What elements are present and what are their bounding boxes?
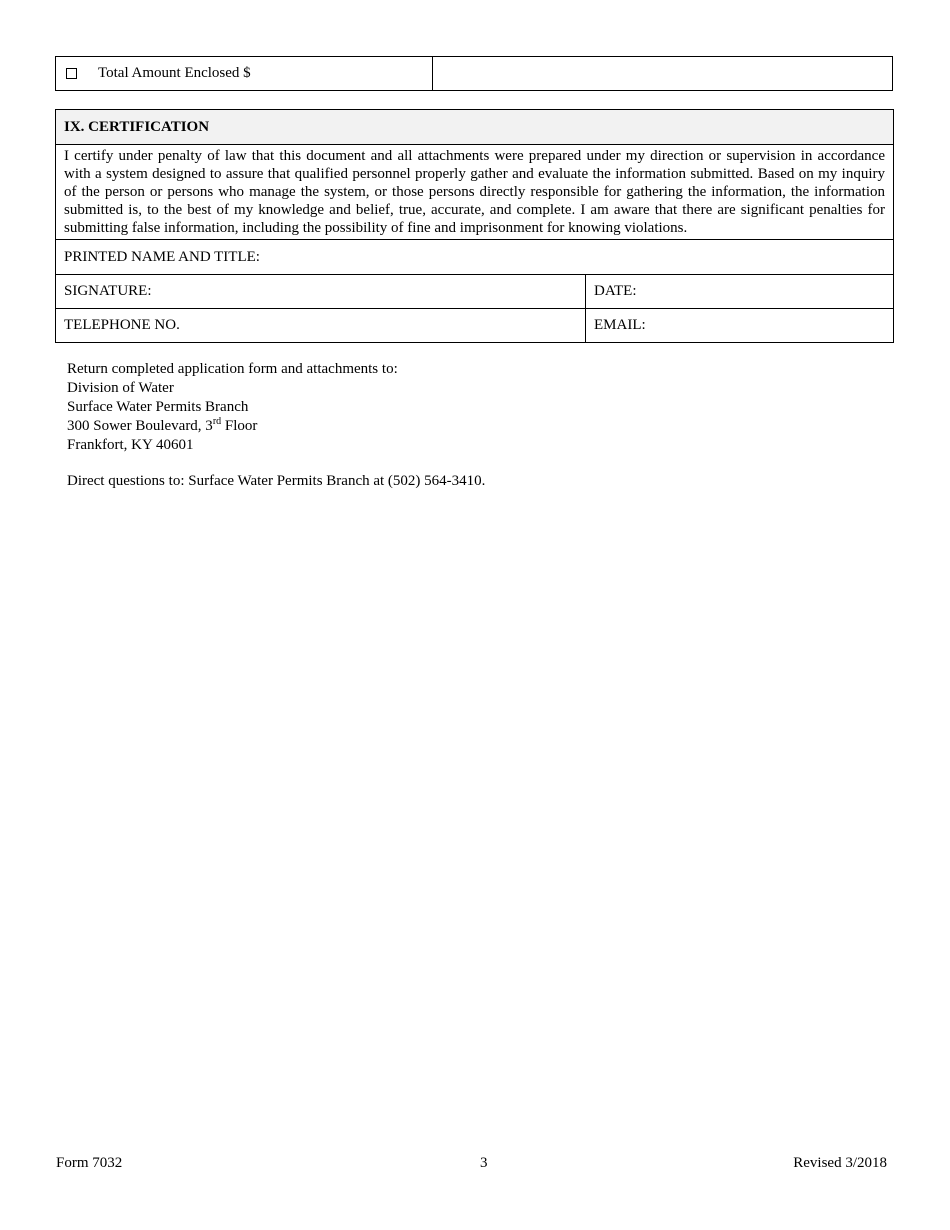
signature-field[interactable]	[56, 275, 586, 308]
return-branch: Surface Water Permits Branch	[67, 399, 249, 415]
printed-name-label: PRINTED NAME AND TITLE:	[64, 248, 260, 265]
return-intro: Return completed application form and attachments to:	[67, 361, 398, 377]
signature-row	[56, 274, 893, 308]
printed-name-row	[56, 240, 893, 274]
revision-date: Revised 3/2018	[793, 1155, 887, 1171]
return-address-block	[67, 360, 398, 455]
form-number: Form 7032	[56, 1155, 123, 1171]
telephone-label: TELEPHONE NO.	[64, 317, 180, 333]
certification-statement: I certify under penalty of law that this document and all attachments were prepared under my direction or supervision in accordance with a system designed to assure that qualified personnel properly gather and evaluate the information submitted. Based on my inquiry of the person or persons who manage the system, or those persons directly responsible for gathering the information, the information submitted is, to the best of my knowledge and belief, true, accurate, and complete. I am aware that there are significant penalties for submitting false information, including the possibility of fine and imprisonment for knowing violations.	[56, 145, 893, 240]
telephone-field[interactable]	[56, 309, 586, 342]
date-label: DATE:	[594, 283, 637, 299]
return-division: Division of Water	[67, 380, 174, 396]
amount-enclosed-checkbox[interactable]	[66, 68, 77, 79]
email-field[interactable]	[586, 309, 893, 342]
certification-section	[55, 109, 894, 343]
signature-label: SIGNATURE:	[64, 283, 152, 299]
page-number: 3	[480, 1155, 488, 1171]
questions-contact: Direct questions to: Surface Water Permits Branch at (502) 564-3410.	[67, 473, 486, 489]
amount-enclosed-cell	[56, 57, 433, 90]
return-city: Frankfort, KY 40601	[67, 437, 194, 453]
certification-heading: IX. CERTIFICATION	[56, 110, 893, 145]
return-street	[67, 417, 398, 436]
printed-name-field[interactable]	[56, 240, 893, 274]
amount-enclosed-table	[55, 56, 893, 91]
date-field[interactable]	[586, 275, 893, 308]
street-floor: Floor	[221, 418, 258, 434]
amount-enclosed-value-field[interactable]	[433, 57, 892, 90]
contact-row	[56, 308, 893, 342]
street-main: 300 Sower Boulevard, 3	[67, 418, 213, 434]
street-ordinal: rd	[212, 416, 222, 427]
email-label: EMAIL:	[594, 317, 646, 333]
amount-enclosed-label: Total Amount Enclosed $	[98, 65, 251, 81]
